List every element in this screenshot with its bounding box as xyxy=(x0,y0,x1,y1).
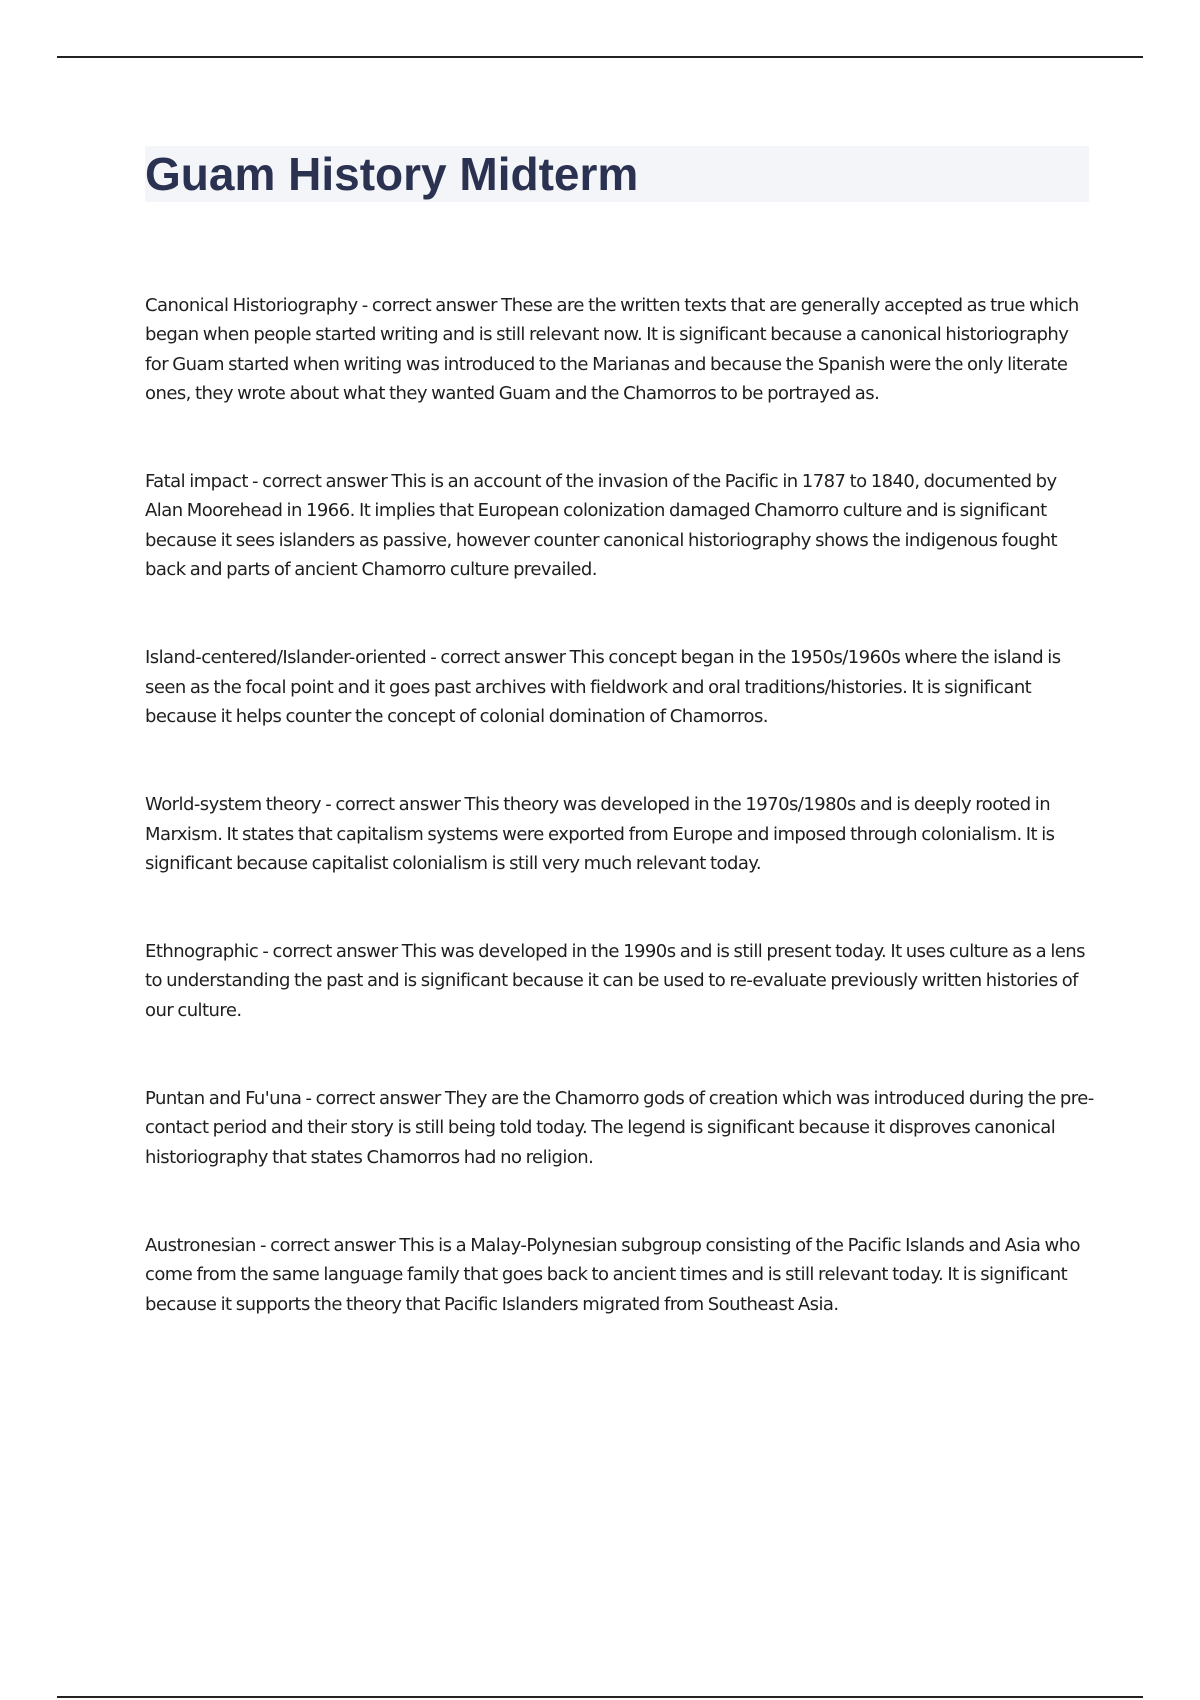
entry-world-system-theory: World-system theory - correct answer This theory was developed in the 1970s/1980s and is deeply rooted in Marxism. It states that capitalism systems were exported from Europe and imposed through colonialism. It is significant because capitalist colonialism is still very much relevant today. xyxy=(145,794,1055,874)
entry-list xyxy=(145,291,1095,1378)
entry-fatal-impact: Fatal impact - correct answer This is an account of the invasion of the Pacific in 1787 to 1840, documented by Alan Moorehead in 1966. It implies that European colonization damaged Chamorro culture and is significant because it sees islanders as passive, however counter canonical historiography shows the indigenous fought back and parts of ancient Chamorro culture prevailed. xyxy=(145,471,1058,581)
page-title: Guam History Midterm xyxy=(145,148,639,200)
top-divider xyxy=(57,56,1143,58)
entry-canonical-historiography: Canonical Historiography - correct answer These are the written texts that are generally accepted as true which began when people started writing and is still relevant now. It is significant because a canonical historiography for Guam started when writing was introduced to the Marianas and because the Spanish were the only literate ones, they wrote about what they wanted Guam and the Chamorros to be portrayed as. xyxy=(145,295,1079,404)
entry-puntan-and-fuuna: Puntan and Fu'una - correct answer They are the Chamorro gods of creation which was introduced during the pre-contact period and their story is still being told today. The legend is significant because it disproves canonical historiography that states Chamorros had no religion. xyxy=(145,1088,1094,1168)
entry-ethnographic: Ethnographic - correct answer This was developed in the 1990s and is still present today. It uses culture as a lens to understanding the past and is significant because it can be used to re-evaluate previously written histories of our culture. xyxy=(145,941,1085,1021)
entry-austronesian: Austronesian - correct answer This is a Malay-Polynesian subgroup consisting of the Pacific Islands and Asia who come from the same language family that goes back to ancient times and is still relevant today. It is significant because it supports the theory that Pacific Islanders migrated from Southeast Asia. xyxy=(145,1234,1080,1315)
entry-island-centered: Island-centered/Islander-oriented - correct answer This concept began in the 1950s/1960s where the island is seen as the focal point and it goes past archives with fieldwork and oral traditions/histories. It is significant because it helps counter the concept of colonial domination of Chamorros. xyxy=(145,647,1061,727)
title-banner xyxy=(145,146,1089,202)
bottom-divider xyxy=(57,1696,1143,1698)
